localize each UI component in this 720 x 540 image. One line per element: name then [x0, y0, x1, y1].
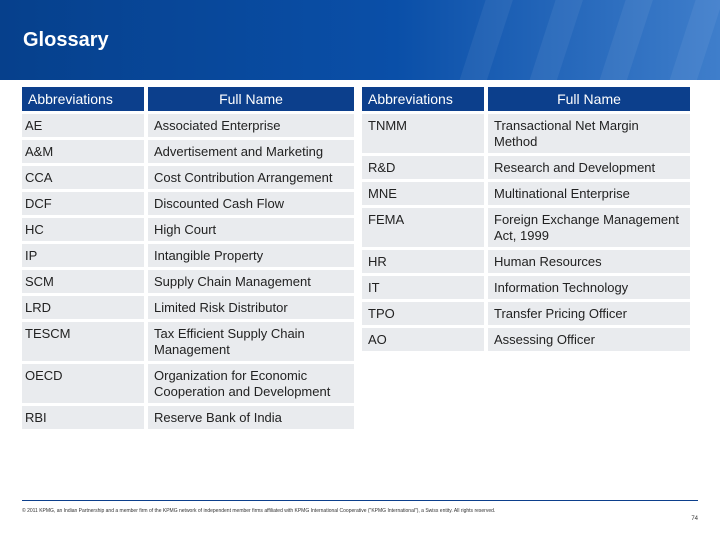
full-name-cell: Foreign Exchange Management Act, 1999	[484, 208, 690, 247]
table-header-row	[362, 87, 690, 111]
full-name-cell: Transfer Pricing Officer	[484, 302, 690, 325]
abbreviation-cell: TESCM	[22, 322, 144, 361]
abbreviation-cell: HR	[362, 250, 484, 273]
full-name-cell: Limited Risk Distributor	[144, 296, 354, 319]
abbreviation-cell: DCF	[22, 192, 144, 215]
full-name-cell: Human Resources	[484, 250, 690, 273]
table-row	[22, 322, 354, 361]
table-row	[362, 276, 690, 299]
abbreviation-cell: RBI	[22, 406, 144, 429]
page-number: 74	[691, 516, 698, 522]
banner-stripe	[589, 0, 657, 80]
abbreviation-cell: AO	[362, 328, 484, 351]
table-row	[22, 244, 354, 267]
abbreviation-cell: AE	[22, 114, 144, 137]
full-name-cell: Reserve Bank of India	[144, 406, 354, 429]
table-row	[22, 140, 354, 163]
table-row	[362, 328, 690, 351]
full-name-cell: Organization for Economic Cooperation and Development	[144, 364, 354, 403]
full-name-cell: High Court	[144, 218, 354, 241]
full-name-cell: Multinational Enterprise	[484, 182, 690, 205]
abbreviation-cell: MNE	[362, 182, 484, 205]
full-name-cell: Advertisement and Marketing	[144, 140, 354, 163]
table-row	[22, 270, 354, 293]
table-row	[362, 182, 690, 205]
table-row	[22, 114, 354, 137]
abbreviation-cell: CCA	[22, 166, 144, 189]
full-name-cell: Research and Development	[484, 156, 690, 179]
table-row	[22, 192, 354, 215]
full-name-cell: Information Technology	[484, 276, 690, 299]
column-header-full-name: Full Name	[484, 87, 690, 111]
table-row	[22, 218, 354, 241]
full-name-cell: Supply Chain Management	[144, 270, 354, 293]
title-banner	[0, 0, 720, 80]
abbreviation-cell: A&M	[22, 140, 144, 163]
glossary-table-left	[22, 84, 354, 432]
column-header-abbreviations: Abbreviations	[22, 87, 144, 111]
banner-stripe	[659, 0, 720, 80]
glossary-table-right	[362, 84, 690, 354]
abbreviation-cell: OECD	[22, 364, 144, 403]
footer-divider	[22, 500, 698, 501]
abbreviation-cell: LRD	[22, 296, 144, 319]
banner-stripe	[449, 0, 517, 80]
abbreviation-cell: IP	[22, 244, 144, 267]
table-row	[362, 114, 690, 153]
full-name-cell: Associated Enterprise	[144, 114, 354, 137]
table-body	[362, 114, 690, 351]
banner-stripe	[519, 0, 587, 80]
table-row	[22, 166, 354, 189]
table-row	[362, 208, 690, 247]
abbreviation-cell: SCM	[22, 270, 144, 293]
full-name-cell: Assessing Officer	[484, 328, 690, 351]
full-name-cell: Cost Contribution Arrangement	[144, 166, 354, 189]
table-row	[22, 296, 354, 319]
column-header-abbreviations: Abbreviations	[362, 87, 484, 111]
copyright-note: © 2011 KPMG, an Indian Partnership and a member firm of the KPMG network of independent member firms affiliated with KPMG International Cooperative ("KPMG International"), a Swiss entity. All rights reserved.	[22, 508, 496, 514]
table-row	[362, 156, 690, 179]
column-header-full-name: Full Name	[144, 87, 354, 111]
abbreviation-cell: TPO	[362, 302, 484, 325]
full-name-cell: Intangible Property	[144, 244, 354, 267]
table-row	[22, 406, 354, 429]
table-row	[362, 250, 690, 273]
page-title: Glossary	[23, 29, 109, 51]
full-name-cell: Tax Efficient Supply Chain Management	[144, 322, 354, 361]
abbreviation-cell: HC	[22, 218, 144, 241]
abbreviation-cell: TNMM	[362, 114, 484, 153]
full-name-cell: Discounted Cash Flow	[144, 192, 354, 215]
abbreviation-cell: IT	[362, 276, 484, 299]
table-body	[22, 114, 354, 429]
abbreviation-cell: R&D	[362, 156, 484, 179]
full-name-cell: Transactional Net Margin Method	[484, 114, 690, 153]
table-row	[362, 302, 690, 325]
table-row	[22, 364, 354, 403]
table-header-row	[22, 87, 354, 111]
abbreviation-cell: FEMA	[362, 208, 484, 247]
